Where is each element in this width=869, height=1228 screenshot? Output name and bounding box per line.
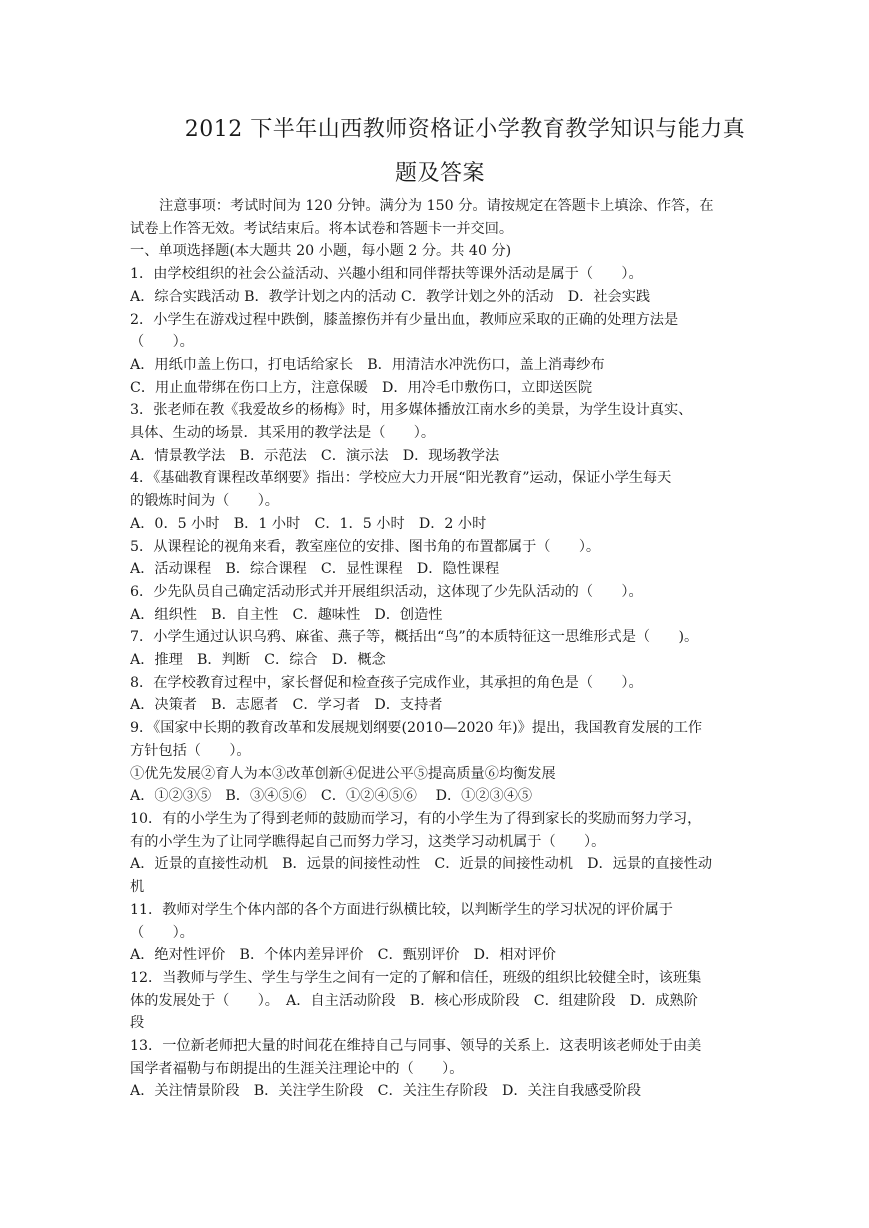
question-line: 的锻炼时间为（ ）。	[130, 493, 279, 510]
question-line: 具体、生动的场景．其采用的教学法是（ ）。	[130, 425, 436, 442]
question-line: （ ）。	[130, 924, 194, 941]
document-title-line-1: 2012 下半年山西教师资格证小学教育教学知识与能力真	[184, 117, 746, 142]
option-line: A．组织性 B．自主性 C．趣味性 D．创造性	[130, 606, 443, 623]
question-line: 1．由学校组织的社会公益活动、兴趣小组和同伴帮扶等课外活动是属于（ ）。	[130, 266, 643, 283]
question-line: 9．《国家中长期的教育改革和发展规划纲要(2010—2020 年)》提出，我国教育发展的工作	[130, 720, 703, 737]
notice-line: 试卷上作答无效。考试结束后。将本试卷和答题卡一并交回。	[130, 220, 514, 237]
question-line: ①优先发展②育人为本③改革创新④促进公平⑤提高质量⑥均衡发展	[130, 765, 556, 782]
question-line: 13．一位新老师把大量的时间花在维持自己与同事、领导的关系上．这表明该老师处于由美	[130, 1038, 702, 1055]
option-line: A．推理 B．判断 C．综合 D．概念	[130, 652, 386, 669]
option-line: A．情景教学法 B．示范法 C．演示法 D．现场教学法	[130, 447, 500, 464]
question-line: 2．小学生在游戏过程中跌倒，膝盖擦伤并有少量出血，教师应采取的正确的处理方法是	[130, 311, 679, 328]
question-line: 体的发展处于（ ）。 A．自主活动阶段 B．核心形成阶段 C．组建阶段 D．成熟阶	[130, 992, 698, 1009]
option-line: A．①②③⑤ B．③④⑤⑥ C．①②④⑤⑥ D．①②③④⑤	[130, 788, 533, 805]
question-line: 6．少先队员自己确定活动形式并开展组织活动，这体现了少先队活动的（ ）。	[130, 583, 643, 600]
question-line: 4．《基础教育课程改革纲要》指出：学校应大力开展“阳光教育”运动，保证小学生每天	[130, 470, 672, 487]
question-line: 国学者福勒与布朗提出的生涯关注理论中的（ ）。	[130, 1060, 464, 1077]
option-line: A．综合实践活动 B．教学计划之内的活动 C．教学计划之外的活动 D．社会实践	[130, 288, 651, 305]
question-line: （ ）。	[130, 334, 194, 351]
option-line: A．活动课程 B．综合课程 C．显性课程 D．隐性课程	[130, 561, 500, 578]
option-line: 机	[130, 879, 145, 896]
option-line: A．关注情景阶段 B．关注学生阶段 C．关注生存阶段 D．关注自我感受阶段	[130, 1083, 642, 1100]
option-line: C．用止血带绑在伤口上方，注意保暖 D．用冷毛巾敷伤口，立即送医院	[130, 379, 593, 396]
option-line: A．近景的直接性动机 B．远景的间接性动性 C．近景的间接性动机 D．远景的直接性动	[130, 856, 713, 873]
question-line: 方针包括（ ）。	[130, 742, 251, 759]
option-line: A．决策者 B．志愿者 C．学习者 D．支持者	[130, 697, 443, 714]
question-line: 有的小学生为了让同学瞧得起自己而努力学习，这类学习动机属于（ ）。	[130, 833, 606, 850]
document-body	[130, 195, 740, 1103]
option-line: A．绝对性评价 B．个体内差异评价 C．甄别评价 D．相对评价	[130, 947, 556, 964]
option-line: A．用纸巾盖上伤口，打电话给家长 B．用清洁水冲洗伤口，盖上消毒纱布	[130, 356, 605, 373]
question-line: 8．在学校教育过程中，家长督促和检查孩子完成作业，其承担的角色是（ ）。	[130, 674, 643, 691]
option-line: A．0．5 小时 B．1 小时 C．1．5 小时 D．2 小时	[130, 515, 487, 532]
document-title-line-2: 题及答案	[394, 161, 485, 186]
question-line: 10．有的小学生为了得到老师的鼓励而学习，有的小学生为了得到家长的奖励而努力学习，	[130, 810, 702, 827]
section-heading: 一、单项选择题(本大题共 20 小题，每小题 2 分。共 40 分)	[130, 243, 512, 260]
question-line: 5．从课程论的视角来看，教室座位的安排、图书角的布置都属于（ ）。	[130, 538, 601, 555]
question-line: 11．教师对学生个体内部的各个方面进行纵横比较，以判断学生的学习状况的评价属于	[130, 901, 673, 918]
question-line: 段	[130, 1015, 145, 1032]
question-line: 7．小学生通过认识乌鸦、麻雀、燕子等，概括出“鸟”的本质特征这一思维形式是（ )。	[130, 629, 699, 646]
notice-line: 注意事项：考试时间为 120 分钟。满分为 150 分。请按规定在答题卡上填涂、作答，在	[159, 198, 714, 214]
question-line: 3．张老师在教《我爱故乡的杨梅》时，用多媒体播放江南水乡的美景，为学生设计真实、	[130, 402, 693, 419]
question-line: 12．当教师与学生、学生与学生之间有一定的了解和信任，班级的组织比较健全时，该班集	[130, 969, 702, 986]
